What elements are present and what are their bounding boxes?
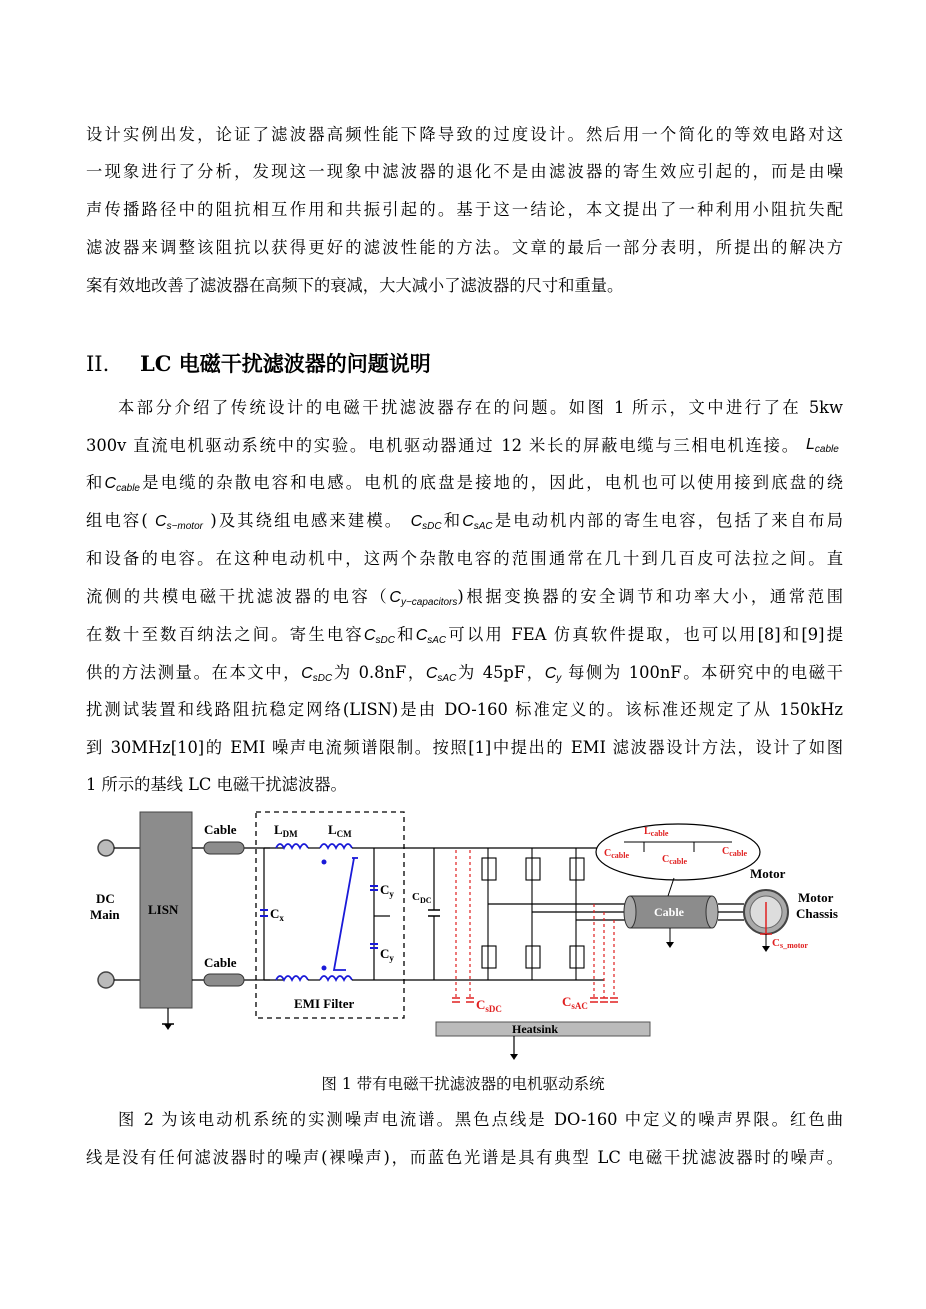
- label-csac: $C_{sAC}$: [562, 994, 588, 1011]
- label-ccable-1: $C_{cable}$: [604, 848, 630, 860]
- body-line-2: 300v 直流电机驱动系统中的实验。电机驱动器通过 12 米长的屏蔽电缆与三相电机连接。: [86, 436, 798, 455]
- body-line-11: 1 所示的基线 LC 电磁干扰滤波器。: [86, 775, 347, 794]
- parasitic-lines: [456, 850, 614, 998]
- label-motor-chassis-1: Motor: [798, 890, 834, 905]
- dc-terminal-top: [98, 840, 114, 856]
- label-ccable-2: $C_{cable}$: [662, 854, 688, 866]
- label-lcm: $L_{CM}$: [328, 822, 352, 839]
- body-line-7: 在数十至数百纳法之间。寄生电容$C_{sDC}$和$C_{sAC}$可以用 FEA 仿真软件提取，也可以用[8]和[9]提: [86, 625, 843, 646]
- body-line-5: 和设备的电容。在这种电动机中，这两个杂散电容的范围通常在几十到几百皮可法拉之间。直: [86, 549, 843, 568]
- intro-line-3: 声传播路径中的阻抗相互作用和共振引起的。基于这一结论，本文提出了一种利用小阻抗失配: [86, 200, 843, 219]
- label-lisn: LISN: [148, 902, 179, 917]
- label-cs-motor: Cs_motor: [772, 937, 808, 950]
- var-csmotor: $C_{s-motor}$: [155, 513, 203, 532]
- section-number: II.: [86, 352, 110, 376]
- lcm-inductor-top: [320, 844, 352, 848]
- body-line-12: 图 2 为该电动机系统的实测噪声电流谱。黑色点线是 DO-160 中定义的噪声界限。红色曲: [118, 1110, 843, 1129]
- var-csac: $C_{sAC}$: [462, 513, 493, 532]
- body-line-4: 组电容( $C_{s-motor}$ )及其绕组电感来建模。 $C_{sDC}$和$C_{sAC}$是电动机内部的寄生电容，包括了来自布局: [86, 511, 843, 532]
- var-lcable: $L_{cable}$: [806, 436, 839, 455]
- label-dc: DC: [96, 891, 115, 906]
- var-cy-capacitors: $C_{y-capacitors}$: [389, 589, 458, 608]
- circuit-diagram: [84, 806, 854, 1064]
- label-main: Main: [90, 907, 120, 922]
- intro-line-4: 滤波器来调整该阻抗以获得更好的滤波性能的方法。文章的最后一部分表明，所提出的解决方: [86, 238, 843, 257]
- body-line-13: 线是没有任何滤波器时的噪声(裸噪声)，而蓝色光谱是具有典型 LC 电磁干扰滤波器时的噪声。: [86, 1148, 843, 1167]
- label-lcable: $L_{cable}$: [644, 826, 669, 838]
- label-motor-chassis-2: Chassis: [796, 906, 838, 921]
- body-line-1: 本部分介绍了传统设计的电磁干扰滤波器存在的问题。如图 1 所示，文中进行了在 5kw: [118, 398, 843, 417]
- intro-line-2: 一现象进行了分析，发现这一现象中滤波器的退化不是由滤波器的寄生效应引起的，而是由噪: [86, 162, 843, 181]
- body-line-9: 扰测试装置和线路阻抗稳定网络(LISN)是由 DO-160 标准定义的。该标准还规定了从 150kHz: [86, 700, 843, 719]
- section-heading: [86, 348, 431, 378]
- cm-core: [334, 858, 354, 970]
- label-cx: $C_x$: [270, 906, 284, 923]
- intro-line-1: 设计实例出发，论证了滤波器高频性能下降导致的过度设计。然后用一个简化的等效电路对这: [86, 125, 843, 144]
- label-ccable-3: $C_{cable}$: [722, 846, 748, 858]
- label-cy-top: $C_y$: [380, 882, 394, 899]
- body-line-8: 供的方法测量。在本文中，$C_{sDC}$为 0.8nF，$C_{sAC}$为 45pF，$C_y$ 每侧为 100nF。本研究中的电磁干: [86, 663, 843, 684]
- label-cdc: $C_{DC}$: [412, 891, 432, 905]
- section-title: LC 电磁干扰滤波器的问题说明: [140, 351, 431, 376]
- body-line-3: 和$C_{cable}$是电缆的杂散电容和电感。电机的底盘是接地的，因此，电机也可以使用接到底盘的绕: [86, 473, 843, 494]
- intro-line-5: 案有效地改善了滤波器在高频下的衰减，大大减小了滤波器的尺寸和重量。: [86, 276, 624, 295]
- cable-bottom: [204, 974, 244, 986]
- var-csdc: $C_{sDC}$: [410, 513, 442, 532]
- cable-top: [204, 842, 244, 854]
- body-line-6: 流侧的共模电磁干扰滤波器的电容$(C_{y-capacitors})$根据变换器的安全调节和功率大小，通常范围: [86, 587, 843, 608]
- body-line-10: 到 30MHz[10]的 EMI 噪声电流频谱限制。按照[1]中提出的 EMI 滤波器设计方法，设计了如图: [86, 738, 843, 757]
- inverter-bridge: [482, 848, 584, 980]
- label-motor-cable: Cable: [654, 905, 684, 919]
- label-csdc: $C_{sDC}$: [476, 997, 502, 1014]
- label-cable-top: Cable: [204, 822, 237, 837]
- dc-terminal-bottom: [98, 972, 114, 988]
- label-ldm: $L_{DM}$: [274, 822, 298, 839]
- label-cable-bottom: Cable: [204, 955, 237, 970]
- label-motor: Motor: [750, 866, 786, 881]
- figure-caption: 图 1 带有电磁干扰滤波器的电机驱动系统: [321, 1075, 605, 1093]
- label-emi-filter: EMI Filter: [294, 996, 355, 1011]
- var-ccable: $C_{cable}$: [104, 475, 140, 494]
- label-cy-bottom: $C_y$: [380, 946, 394, 963]
- label-heatsink: Heatsink: [512, 1022, 559, 1036]
- lcm-inductor-bottom: [320, 976, 352, 980]
